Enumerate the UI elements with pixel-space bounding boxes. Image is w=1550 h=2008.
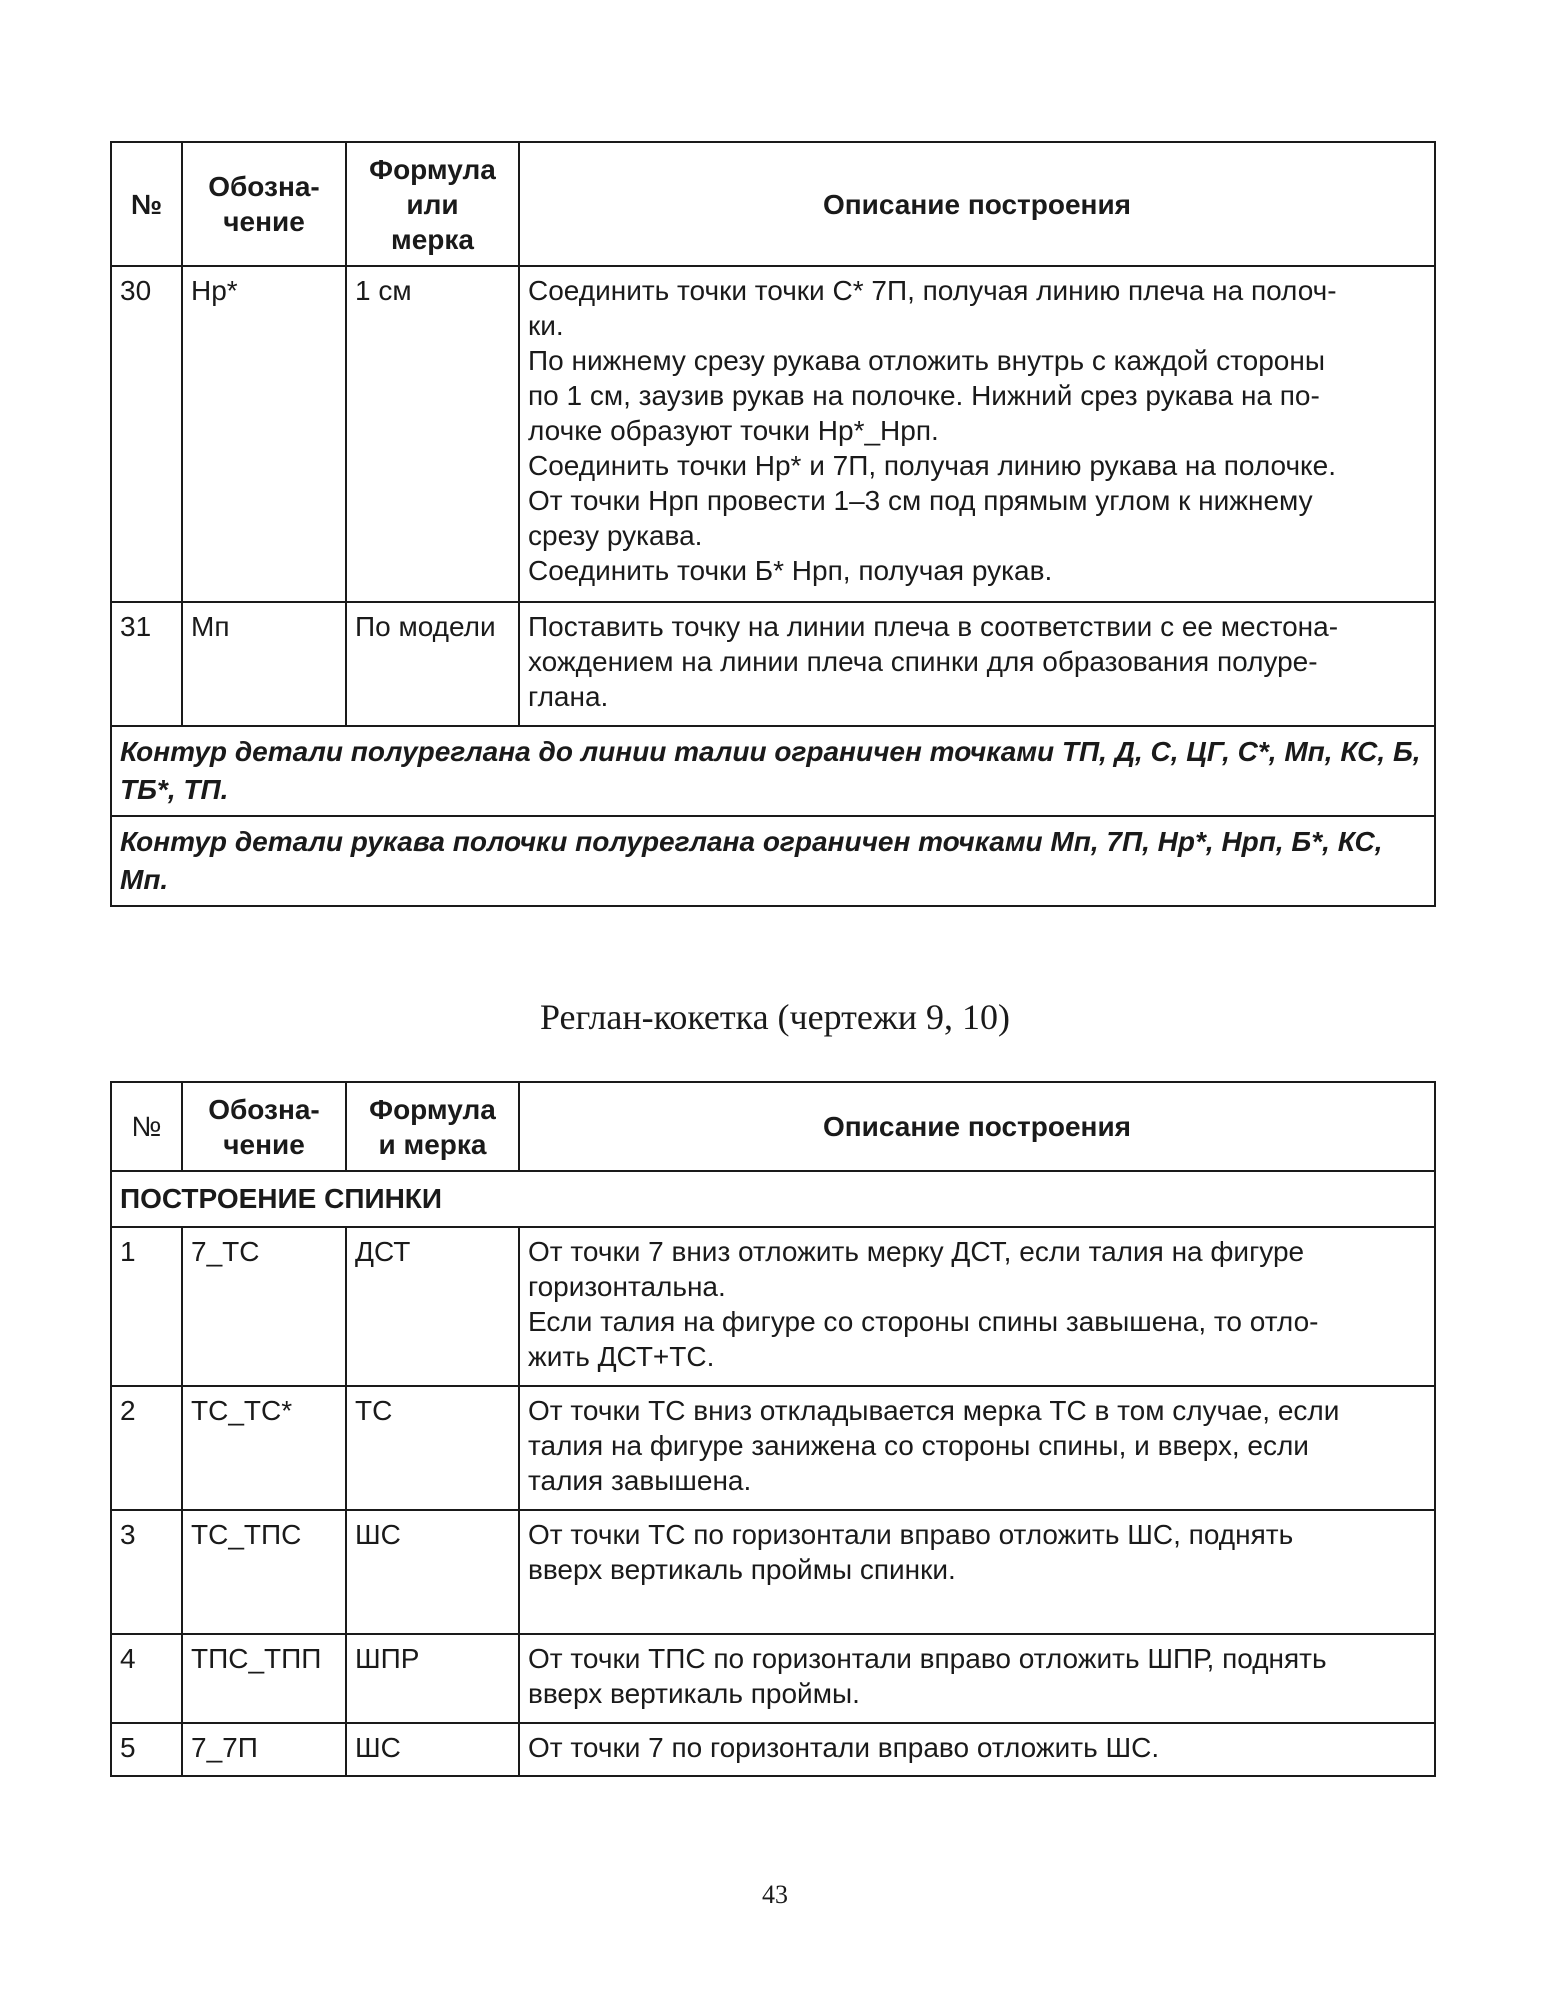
row-number: 3 bbox=[111, 1510, 182, 1634]
description-line: талия на фигуре занижена со стороны спины, и вверх, если bbox=[528, 1430, 1309, 1461]
description-line: вверх вертикаль проймы спинки. bbox=[528, 1554, 956, 1585]
description-line: ки. bbox=[528, 310, 564, 341]
description-line: От точки Нрп провести 1–3 см под прямым углом к нижнему bbox=[528, 485, 1313, 516]
header-formula: Формула и мерка bbox=[346, 1082, 519, 1171]
row-designation: 7_ТС bbox=[182, 1227, 346, 1386]
contour-note-row bbox=[111, 816, 1435, 906]
description-line: Соединить точки Б* Нрп, получая рукав. bbox=[528, 555, 1053, 586]
row-formula: По модели bbox=[346, 602, 519, 726]
description-line: Если талия на фигуре со стороны спины завышена, то отло- bbox=[528, 1306, 1319, 1337]
description-line: по 1 см, заузив рукав на полочке. Нижний срез рукава на по- bbox=[528, 380, 1320, 411]
description-line: вверх вертикаль проймы. bbox=[528, 1678, 860, 1709]
row-description bbox=[519, 1723, 1435, 1776]
contour-note-row bbox=[111, 726, 1435, 816]
row-designation: ТС_ТПС bbox=[182, 1510, 346, 1634]
row-number: 5 bbox=[111, 1723, 182, 1776]
row-number: 31 bbox=[111, 602, 182, 726]
description-line: От точки ТПС по горизонтали вправо отложить ШПР, поднять bbox=[528, 1643, 1327, 1674]
description-line: По нижнему срезу рукава отложить внутрь с каждой стороны bbox=[528, 345, 1325, 376]
row-description bbox=[519, 1510, 1435, 1634]
row-formula: ШПР bbox=[346, 1634, 519, 1723]
row-formula: ТС bbox=[346, 1386, 519, 1510]
row-description bbox=[519, 1386, 1435, 1510]
section-heading: ПОСТРОЕНИЕ СПИНКИ bbox=[111, 1171, 1435, 1227]
header-number: № bbox=[111, 142, 182, 266]
table-row bbox=[111, 1634, 1435, 1723]
description-line: лочке образуют точки Нр*_Нрп. bbox=[528, 415, 939, 446]
header-description: Описание построения bbox=[519, 142, 1435, 266]
table-row bbox=[111, 602, 1435, 726]
row-designation: Мп bbox=[182, 602, 346, 726]
row-formula: ДСТ bbox=[346, 1227, 519, 1386]
description-line: хождением на линии плеча спинки для образования полуре- bbox=[528, 646, 1318, 677]
row-number: 4 bbox=[111, 1634, 182, 1723]
description-line: От точки ТС по горизонтали вправо отложить ШС, поднять bbox=[528, 1519, 1294, 1550]
table-header-row bbox=[111, 142, 1435, 266]
section-row bbox=[111, 1171, 1435, 1227]
row-designation: ТПС_ТПП bbox=[182, 1634, 346, 1723]
row-designation: ТС_ТС* bbox=[182, 1386, 346, 1510]
description-line: жить ДСТ+ТС. bbox=[528, 1341, 715, 1372]
description-line: срезу рукава. bbox=[528, 520, 703, 551]
description-line: горизонтальна. bbox=[528, 1271, 726, 1302]
row-formula: ШС bbox=[346, 1510, 519, 1634]
header-description: Описание построения bbox=[519, 1082, 1435, 1171]
description-line: От точки 7 вниз отложить мерку ДСТ, если талия на фигуре bbox=[528, 1236, 1305, 1267]
description-line: глана. bbox=[528, 681, 609, 712]
header-designation: Обозна- чение bbox=[182, 1082, 346, 1171]
table-row bbox=[111, 1510, 1435, 1634]
row-designation: 7_7П bbox=[182, 1723, 346, 1776]
header-formula: Формула или мерка bbox=[346, 142, 519, 266]
row-description bbox=[519, 266, 1435, 602]
row-number: 2 bbox=[111, 1386, 182, 1510]
row-description bbox=[519, 1634, 1435, 1723]
description-line: От точки 7 по горизонтали вправо отложить ШС. bbox=[528, 1732, 1160, 1763]
description-line: От точки ТС вниз откладывается мерка ТС в том случае, если bbox=[528, 1395, 1340, 1426]
description-line: Соединить точки точки С* 7П, получая линию плеча на полоч- bbox=[528, 275, 1337, 306]
row-description bbox=[519, 1227, 1435, 1386]
page-number: 43 bbox=[762, 1880, 788, 1909]
description-line: Соединить точки Нр* и 7П, получая линию рукава на полочке. bbox=[528, 450, 1336, 481]
table-row bbox=[111, 1386, 1435, 1510]
contour-note: Контур детали полуреглана до линии талии ограничен точками ТП, Д, С, ЦГ, С*, Мп, КС, Б, ТБ*, ТП. bbox=[111, 726, 1435, 816]
table-header-row bbox=[111, 1082, 1435, 1171]
row-designation: Нр* bbox=[182, 266, 346, 602]
row-formula: 1 см bbox=[346, 266, 519, 602]
row-description bbox=[519, 602, 1435, 726]
contour-note: Контур детали рукава полочки полуреглана ограничен точками Мп, 7П, Нр*, Нрп, Б*, КС, Мп. bbox=[111, 816, 1435, 906]
row-formula: ШС bbox=[346, 1723, 519, 1776]
description-line: Поставить точку на линии плеча в соответствии с ее местона- bbox=[528, 611, 1339, 642]
row-number: 30 bbox=[111, 266, 182, 602]
header-number: № bbox=[111, 1082, 182, 1171]
row-number: 1 bbox=[111, 1227, 182, 1386]
table-row bbox=[111, 1723, 1435, 1776]
construction-table-bottom bbox=[110, 1081, 1436, 1777]
section-title: Реглан-кокетка (чертежи 9, 10) bbox=[540, 997, 1010, 1037]
description-line: талия завышена. bbox=[528, 1465, 752, 1496]
construction-table-top bbox=[110, 141, 1436, 907]
table-row bbox=[111, 266, 1435, 602]
table-row bbox=[111, 1227, 1435, 1386]
header-designation: Обозна- чение bbox=[182, 142, 346, 266]
